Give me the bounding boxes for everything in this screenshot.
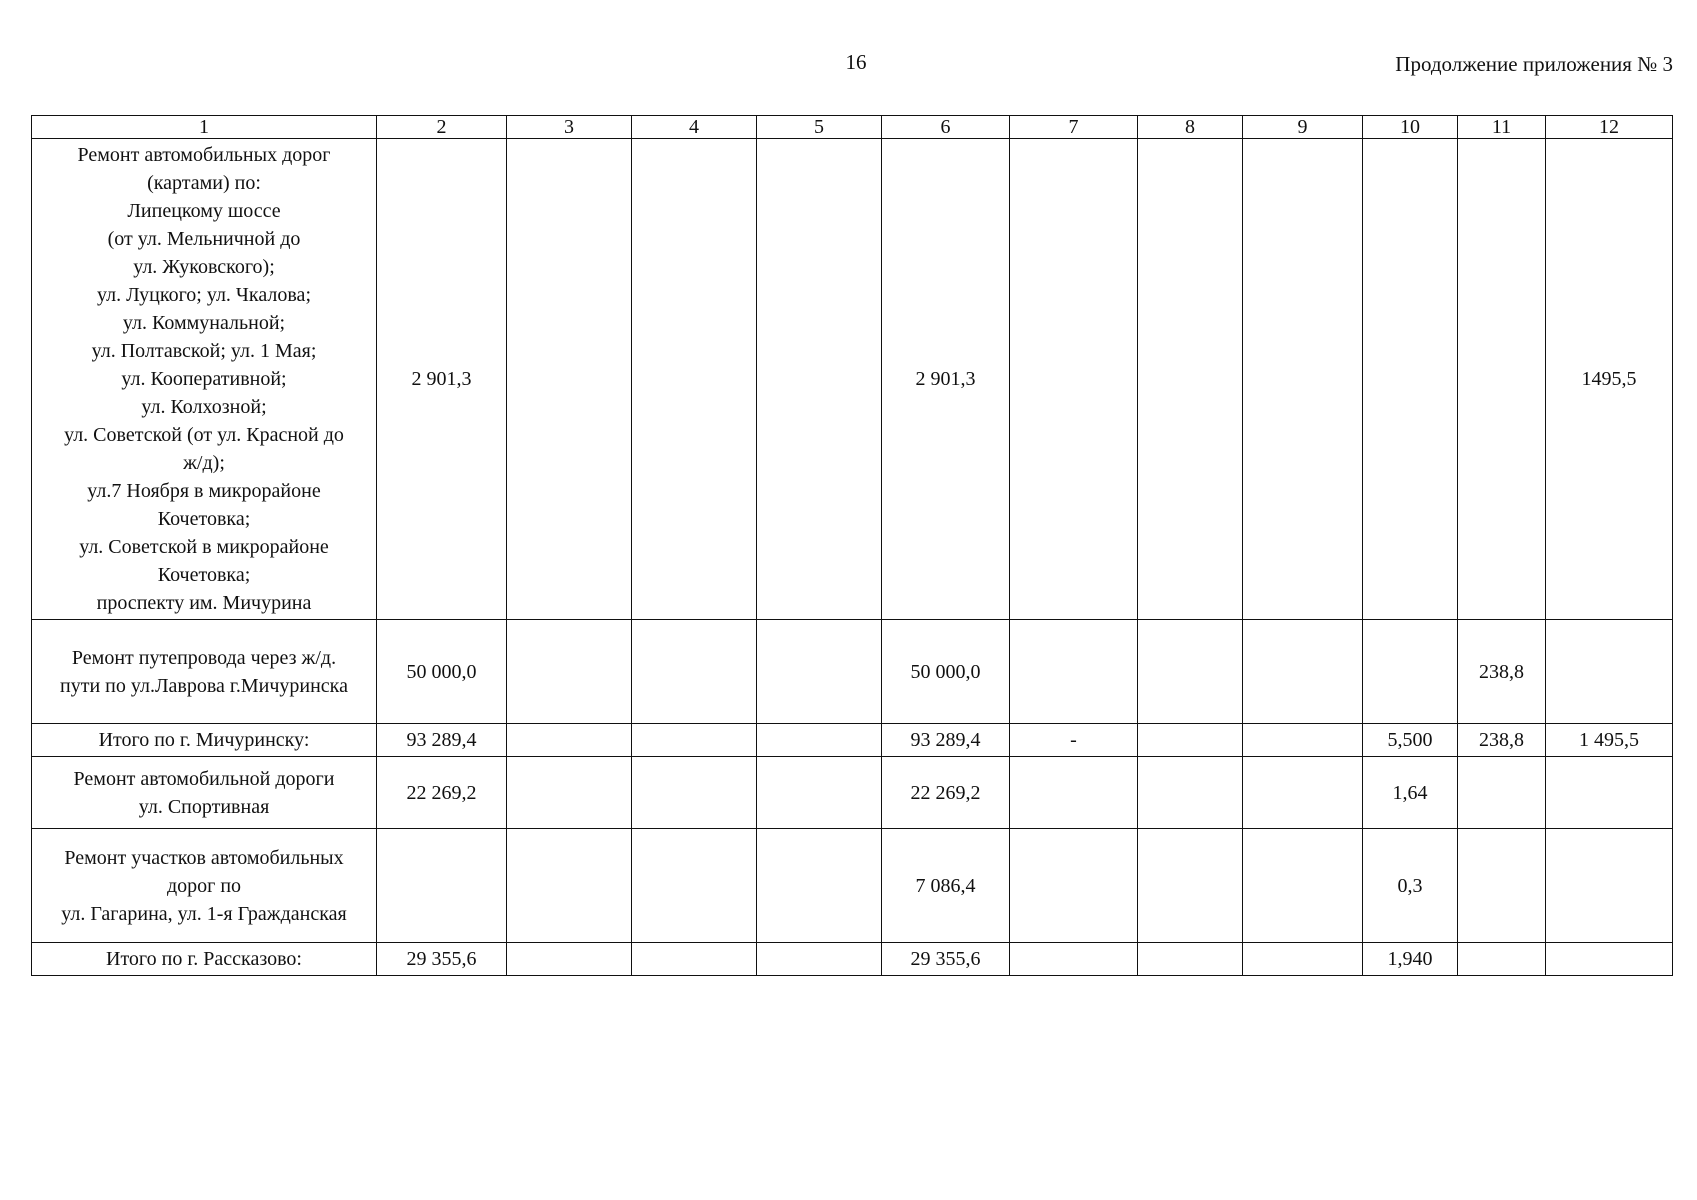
cell-col-8	[1138, 943, 1243, 976]
column-number-12: 12	[1546, 116, 1673, 139]
cell-col-4	[632, 757, 757, 829]
cell-col-3	[507, 943, 632, 976]
row-description	[32, 829, 377, 943]
cell-col-4	[632, 943, 757, 976]
cell-col-12: 1495,5	[1546, 139, 1673, 620]
description-line: ж/д);	[183, 452, 225, 474]
cell-col-10: 5,500	[1363, 724, 1458, 757]
description-line: Кочетовка;	[157, 508, 251, 530]
row-description	[32, 620, 377, 724]
cell-col-8	[1138, 724, 1243, 757]
cell-col-5	[757, 829, 882, 943]
cell-col-4	[632, 724, 757, 757]
cell-col-5	[757, 620, 882, 724]
description-line: ул. Коммунальной;	[122, 312, 286, 334]
cell-col-9	[1243, 829, 1363, 943]
cell-col-4	[632, 139, 757, 620]
cell-col-9	[1243, 757, 1363, 829]
description-line: ул. Полтавской; ул. 1 Мая;	[91, 340, 317, 362]
cell-col-6: 2 901,3	[882, 139, 1010, 620]
description-line: Ремонт участков автомобильных	[64, 846, 344, 869]
cell-col-8	[1138, 139, 1243, 620]
description-line: ул. Жуковского);	[133, 256, 275, 278]
description-line: Липецкому шоссе	[127, 200, 281, 222]
cell-col-7	[1010, 620, 1138, 724]
description-line: ул. Советской (от ул. Красной до	[64, 424, 344, 446]
appendix-note: Продолжение приложения № 3	[1395, 52, 1673, 76]
cell-col-3	[507, 620, 632, 724]
cell-col-9	[1243, 620, 1363, 724]
cell-col-8	[1138, 829, 1243, 943]
total-row	[32, 724, 1673, 757]
description-line: ул. Гагарина, ул. 1-я Гражданская	[61, 902, 347, 925]
cell-col-9	[1243, 139, 1363, 620]
column-number-7: 7	[1010, 116, 1138, 139]
cell-col-6: 50 000,0	[882, 620, 1010, 724]
column-number-row	[32, 116, 1673, 139]
table-row	[32, 620, 1673, 724]
cell-col-7: -	[1010, 724, 1138, 757]
description-line: ул.7 Ноября в микрорайоне	[87, 480, 321, 502]
description-line: ул. Кооперативной;	[121, 368, 287, 390]
cell-col-12	[1546, 757, 1673, 829]
column-number-4: 4	[632, 116, 757, 139]
table-header	[32, 116, 1673, 139]
cell-col-12	[1546, 943, 1673, 976]
row-description	[32, 139, 377, 620]
description-line: ул. Луцкого; ул. Чкалова;	[97, 284, 311, 306]
cell-col-2: 29 355,6	[377, 943, 507, 976]
row-description	[32, 757, 377, 829]
cell-col-4	[632, 829, 757, 943]
table-body	[32, 139, 1673, 976]
cell-col-10: 0,3	[1363, 829, 1458, 943]
column-number-11: 11	[1458, 116, 1546, 139]
cell-col-3	[507, 139, 632, 620]
description-line: (картами) по:	[147, 172, 261, 194]
cell-col-11: 238,8	[1458, 724, 1546, 757]
page-number: 16	[845, 50, 867, 74]
cell-col-2: 2 901,3	[377, 139, 507, 620]
description-line: дорог по	[166, 874, 242, 897]
cell-col-7	[1010, 757, 1138, 829]
cell-col-7	[1010, 829, 1138, 943]
cell-col-2: 50 000,0	[377, 620, 507, 724]
column-number-9: 9	[1243, 116, 1363, 139]
description-line: ул. Советской в микрорайоне	[79, 536, 329, 558]
cell-col-3	[507, 724, 632, 757]
cell-col-9	[1243, 943, 1363, 976]
total-label: Итого по г. Рассказово:	[32, 943, 377, 976]
table-row	[32, 139, 1673, 620]
cell-col-5	[757, 724, 882, 757]
cell-col-11	[1458, 943, 1546, 976]
cell-col-3	[507, 757, 632, 829]
cell-col-5	[757, 757, 882, 829]
cell-col-12	[1546, 829, 1673, 943]
cell-col-6: 29 355,6	[882, 943, 1010, 976]
cell-col-6: 7 086,4	[882, 829, 1010, 943]
cell-col-5	[757, 139, 882, 620]
cell-col-5	[757, 943, 882, 976]
cell-col-2	[377, 829, 507, 943]
cell-col-10: 1,64	[1363, 757, 1458, 829]
total-label: Итого по г. Мичуринску:	[32, 724, 377, 757]
table-row	[32, 829, 1673, 943]
cell-col-4	[632, 620, 757, 724]
cell-col-2: 22 269,2	[377, 757, 507, 829]
column-number-3: 3	[507, 116, 632, 139]
cell-col-8	[1138, 757, 1243, 829]
total-row	[32, 943, 1673, 976]
cell-col-11: 238,8	[1458, 620, 1546, 724]
column-number-1: 1	[32, 116, 377, 139]
cell-col-7	[1010, 943, 1138, 976]
cell-col-11	[1458, 829, 1546, 943]
cell-col-10	[1363, 139, 1458, 620]
cell-col-11	[1458, 757, 1546, 829]
description-line: Ремонт автомобильных дорог	[77, 144, 331, 166]
data-table	[31, 115, 1673, 976]
description-line: Ремонт автомобильной дороги	[73, 767, 335, 790]
cell-col-10	[1363, 620, 1458, 724]
description-line: пути по ул.Лаврова г.Мичуринска	[60, 674, 348, 697]
column-number-10: 10	[1363, 116, 1458, 139]
description-line: (от ул. Мельничной до	[107, 228, 301, 250]
cell-col-12	[1546, 620, 1673, 724]
cell-col-9	[1243, 724, 1363, 757]
cell-col-12: 1 495,5	[1546, 724, 1673, 757]
cell-col-7	[1010, 139, 1138, 620]
description-line: ул. Спортивная	[138, 795, 270, 818]
column-number-8: 8	[1138, 116, 1243, 139]
cell-col-8	[1138, 620, 1243, 724]
cell-col-2: 93 289,4	[377, 724, 507, 757]
description-line: ул. Колхозной;	[141, 396, 267, 418]
column-number-6: 6	[882, 116, 1010, 139]
column-number-2: 2	[377, 116, 507, 139]
cell-col-3	[507, 829, 632, 943]
description-line: проспекту им. Мичурина	[96, 592, 312, 614]
column-number-5: 5	[757, 116, 882, 139]
cell-col-10: 1,940	[1363, 943, 1458, 976]
table-row	[32, 757, 1673, 829]
cell-col-6: 93 289,4	[882, 724, 1010, 757]
cell-col-11	[1458, 139, 1546, 620]
description-line: Кочетовка;	[157, 564, 251, 586]
description-line: Ремонт путепровода через ж/д.	[71, 646, 337, 669]
cell-col-6: 22 269,2	[882, 757, 1010, 829]
